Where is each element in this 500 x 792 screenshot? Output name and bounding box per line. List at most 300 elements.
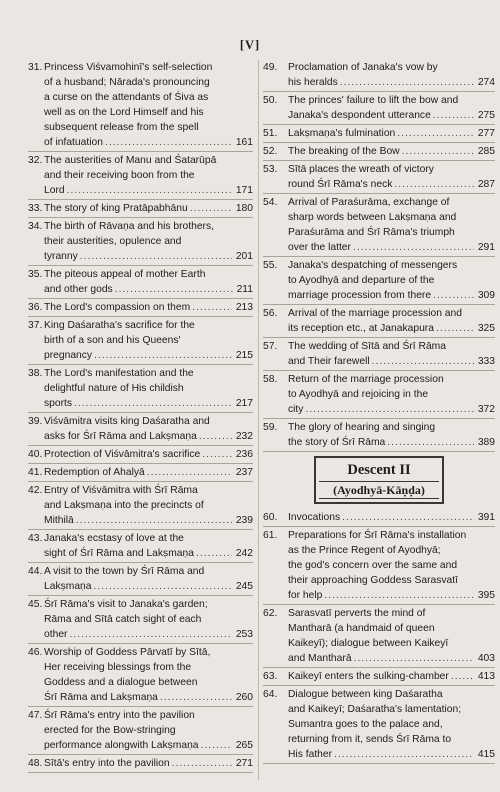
leader-dots	[433, 288, 474, 303]
leader-dots	[190, 201, 232, 216]
toc-entry-text: Mithilā	[44, 515, 74, 526]
toc-entry-line	[288, 339, 495, 354]
toc-entry-text: Śrī Rāma and Lakṣmaṇa	[44, 692, 158, 703]
toc-entry	[28, 414, 253, 446]
leader-dots	[147, 465, 232, 480]
toc-page-number: 391	[477, 512, 495, 523]
toc-entry-line	[44, 300, 253, 315]
toc-entry-number: 38.	[28, 368, 43, 379]
toc-entry-line	[44, 738, 253, 753]
toc-entry-line	[44, 756, 253, 771]
toc-entry-text: The breaking of the Bow	[288, 146, 400, 157]
toc-entry-line	[288, 732, 495, 747]
leader-dots	[372, 354, 474, 369]
toc-entry-text: and Kaikeyī; Daśaratha's lamentation;	[288, 704, 462, 715]
toc-entry-text: Sītā's entry into the pavilion	[44, 758, 170, 769]
leader-dots	[172, 756, 232, 771]
toc-entry-text: Proclamation of Janaka's vow by	[288, 62, 438, 73]
toc-entry-line	[44, 201, 253, 216]
toc-page-number: 201	[235, 251, 253, 262]
toc-entry-line	[44, 414, 253, 429]
leader-dots	[397, 126, 474, 141]
toc-entry-text: pregnancy	[44, 350, 93, 361]
toc-entry	[263, 510, 495, 527]
toc-entry-line	[44, 282, 253, 297]
toc-page-number: 260	[235, 692, 253, 703]
leader-dots	[192, 300, 232, 315]
toc-entry-line	[288, 420, 495, 435]
leader-dots	[76, 513, 232, 528]
toc-entry-line	[288, 108, 495, 123]
toc-entry-line	[288, 288, 495, 303]
toc-page-number: 215	[235, 350, 253, 361]
toc-entry-number: 49.	[263, 62, 278, 73]
toc-entry-text: tyranny	[44, 251, 78, 262]
toc-page-number: 389	[477, 437, 495, 448]
leader-dots	[160, 690, 232, 705]
toc-entry-line	[44, 708, 253, 723]
toc-page-number: 291	[477, 242, 495, 253]
toc-entry-text: The story of king Pratāpabhānu	[44, 203, 188, 214]
toc-entry-text: Śrī Rāma's visit to Janaka's garden;	[44, 599, 208, 610]
leader-dots	[67, 183, 232, 198]
toc-entry-text: of a husband; Nārada's pronouncing	[44, 77, 210, 88]
leader-dots	[105, 135, 232, 150]
toc-entry-line	[288, 126, 495, 141]
toc-entry-number: 46.	[28, 647, 43, 658]
toc-entry-text: Protection of Viśvāmitra's sacrifice	[44, 449, 201, 460]
toc-page-number: 232	[235, 431, 253, 442]
toc-entry-text: sight of Śrī Rāma and Lakṣmaṇa	[44, 548, 194, 559]
toc-entry-line	[288, 573, 495, 588]
toc-page-number: 265	[235, 740, 253, 751]
toc-page-number: 211	[236, 284, 253, 295]
toc-page-number: 213	[235, 302, 253, 313]
toc-entry-line	[288, 636, 495, 651]
toc-entry-line	[288, 510, 495, 525]
toc-page-number: 236	[235, 449, 253, 460]
toc-page-number: 325	[477, 323, 495, 334]
toc-entry-number: 43.	[28, 533, 43, 544]
toc-page-number: 242	[235, 548, 253, 559]
leader-dots	[69, 627, 231, 642]
toc-page-number: 180	[235, 203, 253, 214]
leader-dots	[74, 396, 232, 411]
toc-entry-text: over the latter	[288, 242, 351, 253]
toc-entry-line	[288, 177, 495, 192]
toc-entry-text: Janaka's ecstasy of love at the	[44, 533, 184, 544]
toc-entry-line	[44, 105, 253, 120]
leader-dots	[342, 510, 474, 525]
toc-entry	[28, 756, 253, 773]
toc-entry-number: 54.	[263, 197, 278, 208]
toc-entry-text: subsequent release from the spell	[44, 122, 199, 133]
toc-entry-line	[44, 75, 253, 90]
leader-dots	[334, 747, 474, 762]
toc-entry-text: Sumantra goes to the palace and,	[288, 719, 443, 730]
toc-entry-line	[288, 273, 495, 288]
leader-dots	[201, 738, 232, 753]
toc-entry-line	[288, 606, 495, 621]
toc-entry-number: 64.	[263, 689, 278, 700]
toc-entry-line	[44, 219, 253, 234]
toc-entry	[28, 597, 253, 644]
toc-entry-text: returning from it, sends Śrī Rāma to	[288, 734, 452, 745]
toc-entry-text: well as on the Lord Himself and his	[44, 107, 204, 118]
toc-entry-line	[44, 429, 253, 444]
toc-entry-line	[288, 372, 495, 387]
toc-entry-number: 36.	[28, 302, 43, 313]
toc-entry	[263, 93, 495, 125]
toc-entry-number: 51.	[263, 128, 278, 139]
toc-page-number: 403	[477, 653, 495, 664]
descent-title: Descent II	[347, 462, 411, 478]
toc-entry-text: Janaka's despondent utterance	[288, 110, 431, 121]
toc-entry-number: 41.	[28, 467, 43, 478]
toc-entry	[28, 465, 253, 482]
toc-entry-line	[288, 687, 495, 702]
toc-entry-text: Rāma and Sītā catch sight of each	[44, 614, 202, 625]
toc-entry	[263, 306, 495, 338]
toc-entry-line	[44, 447, 253, 462]
toc-entry	[263, 339, 495, 371]
toc-entry-number: 57.	[263, 341, 278, 352]
toc-entry-text: The Lord's compassion on them	[44, 302, 191, 313]
toc-entry	[263, 195, 495, 257]
toc-entry-line	[288, 702, 495, 717]
toc-entry-text: and Lakṣmaṇa into the precincts of	[44, 500, 204, 511]
toc-entry-number: 53.	[263, 164, 278, 175]
descent-subtitle: (Ayodhyā-Kāṇḍa)	[319, 481, 439, 499]
toc-entry-line	[288, 717, 495, 732]
toc-entry-line	[44, 465, 253, 480]
toc-entry-line	[44, 675, 253, 690]
toc-entry-text: Dialogue between king Daśaratha	[288, 689, 443, 700]
toc-entry-number: 45.	[28, 599, 43, 610]
toc-entry-line	[288, 162, 495, 177]
leader-dots	[80, 249, 232, 264]
toc-entry-line	[44, 153, 253, 168]
toc-entry-line	[288, 669, 495, 684]
toc-entry-text: Her receiving blessings from the	[44, 662, 192, 673]
toc-entry-text: King Daśaratha's sacrifice for the	[44, 320, 195, 331]
toc-entry	[263, 60, 495, 92]
toc-entry-line	[288, 321, 495, 336]
leader-dots	[387, 435, 474, 450]
toc-entry-number: 50.	[263, 95, 278, 106]
toc-entry-text: its reception etc., at Janakapura	[288, 323, 434, 334]
toc-entry-text: the god's concern over the same and	[288, 560, 458, 571]
toc-entry-line	[44, 396, 253, 411]
toc-entry-line	[44, 564, 253, 579]
toc-entry	[28, 300, 253, 317]
toc-entry-number: 52.	[263, 146, 278, 157]
toc-entry-text: and Their farewell	[288, 356, 370, 367]
toc-page-number: 309	[477, 290, 495, 301]
toc-entry-line	[44, 513, 253, 528]
toc-entry-number: 47.	[28, 710, 43, 721]
toc-entry-text: performance alongwith Lakṣmaṇa	[44, 740, 199, 751]
toc-entry-text: The birth of Rāvaṇa and his brothers,	[44, 221, 214, 232]
toc-entry-text: other	[44, 629, 68, 640]
toc-entry-line	[288, 306, 495, 321]
leader-dots	[436, 321, 474, 336]
toc-entry	[263, 144, 495, 161]
toc-entry-text: for help	[288, 590, 323, 601]
toc-entry-number: 39.	[28, 416, 43, 427]
toc-entry-text: of infatuation	[44, 137, 103, 148]
toc-page-number: 161	[235, 137, 253, 148]
leader-dots	[115, 282, 233, 297]
toc-entry-line	[288, 240, 495, 255]
toc-entry-text: erected for the Bow-stringing	[44, 725, 176, 736]
toc-entry	[28, 366, 253, 413]
toc-entry-line	[44, 627, 253, 642]
toc-entry-text: their approaching Goddess Sarasvatī	[288, 575, 458, 586]
toc-entry-line	[288, 651, 495, 666]
toc-entry-number: 58.	[263, 374, 278, 385]
toc-entry-number: 32.	[28, 155, 43, 166]
toc-entry-text: Kaikeyī enters the sulking-chamber	[288, 671, 449, 682]
toc-entry	[28, 531, 253, 563]
toc-entry-number: 31.	[28, 62, 43, 73]
descent-heading-box	[314, 456, 444, 504]
toc-entry-line	[44, 645, 253, 660]
toc-page-number: 395	[477, 590, 495, 601]
toc-entry-line	[44, 483, 253, 498]
toc-entry-number: 63.	[263, 671, 278, 682]
toc-entry-text: Goddess and a dialogue between	[44, 677, 198, 688]
leader-dots	[202, 447, 232, 462]
toc-entry-text: round Śrī Rāma's neck	[288, 179, 393, 190]
toc-entry-text: The glory of hearing and singing	[288, 422, 436, 433]
toc-entry-text: sharp words between Lakṣmaṇa and	[288, 212, 457, 223]
toc-entry-number: 42.	[28, 485, 43, 496]
toc-entry-line	[288, 354, 495, 369]
toc-entry-number: 59.	[263, 422, 278, 433]
toc-entry	[263, 126, 495, 143]
toc-entry-text: birth of a son and his Queens'	[44, 335, 181, 346]
toc-page-number: 415	[477, 749, 495, 760]
toc-entry-line	[44, 498, 253, 513]
toc-entry-line	[288, 435, 495, 450]
toc-entry-line	[288, 558, 495, 573]
toc-page-number: 171	[235, 185, 253, 196]
toc-entry-number: 62.	[263, 608, 278, 619]
toc-entry-text: Princess Viśvamohinī's self-selection	[44, 62, 213, 73]
toc-entry-text: asks for Śrī Rāma and Lakṣmaṇa	[44, 431, 197, 442]
toc-entry	[263, 687, 495, 764]
toc-entry-line	[288, 195, 495, 210]
leader-dots	[354, 651, 474, 666]
toc-entry-text: and their receiving boon from the	[44, 170, 195, 181]
toc-entry-number: 33.	[28, 203, 43, 214]
toc-page-number: 275	[477, 110, 495, 121]
toc-entry-number: 37.	[28, 320, 43, 331]
leader-dots	[433, 108, 474, 123]
leader-dots	[324, 588, 473, 603]
toc-entry-number: 55.	[263, 260, 278, 271]
toc-entry-line	[44, 531, 253, 546]
toc-entry-text: Preparations for Śrī Rāma's installation	[288, 530, 467, 541]
toc-entry-text: The wedding of Sītā and Śrī Rāma	[288, 341, 446, 352]
toc-entry-line	[44, 90, 253, 105]
toc-entry-text: sports	[44, 398, 73, 409]
toc-entry-line	[44, 234, 253, 249]
toc-right-column	[263, 60, 495, 765]
toc-entry-line	[288, 588, 495, 603]
toc-entry-text: Paraśurāma and Śrī Rāma's triumph	[288, 227, 455, 238]
toc-entry	[263, 420, 495, 452]
toc-entry-text: Viśvāmitra visits king Daśaratha and	[44, 416, 210, 427]
toc-entry-number: 56.	[263, 308, 278, 319]
toc-entry-text: Invocations	[288, 512, 341, 523]
toc-entry-text: Janaka's despatching of messengers	[288, 260, 458, 271]
toc-page-number: 274	[477, 77, 495, 88]
leader-dots	[394, 177, 473, 192]
toc-page-number: 245	[235, 581, 253, 592]
toc-page-number: 372	[477, 404, 495, 415]
toc-entry-text: His father	[288, 749, 333, 760]
toc-entry-line	[288, 747, 495, 762]
toc-entry-text: The austerities of Manu and Śatarūpā	[44, 155, 217, 166]
toc-entry-text: Arrival of Paraśurāma, exchange of	[288, 197, 450, 208]
toc-entry-text: the story of Śrī Rāma	[288, 437, 386, 448]
toc-entry-text: and other gods	[44, 284, 113, 295]
toc-entry	[28, 318, 253, 365]
toc-entry-line	[44, 660, 253, 675]
toc-page-number: 287	[477, 179, 495, 190]
toc-entry-text: Kaikeyī); dialogue between Kaikeyī	[288, 638, 449, 649]
toc-entry	[28, 564, 253, 596]
leader-dots	[94, 348, 232, 363]
toc-entry-text: Lord	[44, 185, 65, 196]
toc-entry-text: to Ayodhyā and rejoicing in the	[288, 389, 429, 400]
toc-entry-line	[44, 690, 253, 705]
toc-entry-number: 61.	[263, 530, 278, 541]
toc-entry-line	[288, 225, 495, 240]
toc-entry-line	[288, 621, 495, 636]
toc-entry-number: 40.	[28, 449, 43, 460]
toc-entry-line	[44, 60, 253, 75]
toc-entry-line	[44, 135, 253, 150]
toc-entry-line	[44, 333, 253, 348]
toc-entry-line	[44, 597, 253, 612]
toc-entry	[28, 153, 253, 200]
toc-entry-line	[44, 120, 253, 135]
leader-dots	[402, 144, 474, 159]
leader-dots	[451, 669, 474, 684]
toc-entry-line	[44, 168, 253, 183]
toc-entry-text: Mantharā (a handmaid of queen	[288, 623, 435, 634]
toc-entry-text: Lakṣmaṇa's fulmination	[288, 128, 396, 139]
toc-entry	[28, 708, 253, 755]
toc-entry	[263, 162, 495, 194]
toc-entry-number: 34.	[28, 221, 43, 232]
toc-entry-text: The princes' failure to lift the bow and	[288, 95, 459, 106]
toc-right-top	[263, 60, 495, 452]
toc-entry	[263, 606, 495, 668]
toc-entry-number: 60.	[263, 512, 278, 523]
toc-entry	[28, 60, 253, 152]
toc-entry	[263, 372, 495, 419]
toc-page-number: 217	[235, 398, 253, 409]
toc-entry	[263, 669, 495, 686]
toc-entry-text: Sarasvatī perverts the mind of	[288, 608, 426, 619]
toc-entry-text: The piteous appeal of mother Earth	[44, 269, 206, 280]
toc-entry-line	[44, 183, 253, 198]
toc-entry-text: city	[288, 404, 304, 415]
toc-entry	[28, 267, 253, 299]
toc-entry-text: The Lord's manifestation and the	[44, 368, 194, 379]
toc-page-number: 277	[477, 128, 495, 139]
toc-entry-text: Sītā places the wreath of victory	[288, 164, 434, 175]
toc-page-number: 413	[477, 671, 495, 682]
toc-entry-line	[288, 60, 495, 75]
toc-page-number: 333	[477, 356, 495, 367]
page-number: [V]	[239, 38, 261, 52]
leader-dots	[94, 579, 232, 594]
toc-entry	[263, 528, 495, 605]
toc-entry-number: 44.	[28, 566, 43, 577]
toc-entry-line	[288, 387, 495, 402]
toc-entry-text: to Ayodhyā and departure of the	[288, 275, 435, 286]
toc-entry-text: and Mantharā	[288, 653, 352, 664]
toc-right-bottom	[263, 510, 495, 764]
toc-entry-line	[288, 210, 495, 225]
toc-entry-line	[288, 402, 495, 417]
toc-entry-text: a curse on the attendants of Śiva as	[44, 92, 209, 103]
toc-page-number: 237	[235, 467, 253, 478]
toc-entry-line	[288, 528, 495, 543]
toc-entry-line	[44, 249, 253, 264]
toc-entry-line	[44, 267, 253, 282]
toc-entry-line	[44, 348, 253, 363]
leader-dots	[353, 240, 474, 255]
toc-entry-text: Lakṣmaṇa	[44, 581, 92, 592]
toc-entry-line	[288, 144, 495, 159]
toc-entry-number: 35.	[28, 269, 43, 280]
toc-entry	[28, 645, 253, 707]
toc-entry-text: as the Prince Regent of Ayodhyā;	[288, 545, 441, 556]
toc-entry-text: his heralds	[288, 77, 338, 88]
toc-entry-text: Śrī Rāma's entry into the pavilion	[44, 710, 195, 721]
toc-entry-line	[44, 318, 253, 333]
leader-dots	[305, 402, 473, 417]
toc-page-number: 285	[477, 146, 495, 157]
toc-entry-line	[288, 75, 495, 90]
toc-entry-text: Redemption of Ahalyā	[44, 467, 145, 478]
toc-entry-text: delightful nature of His childish	[44, 383, 184, 394]
toc-page-number: 271	[235, 758, 253, 769]
toc-entry-line	[44, 381, 253, 396]
toc-entry-line	[44, 612, 253, 627]
toc-page-number: 239	[235, 515, 253, 526]
leader-dots	[340, 75, 474, 90]
toc-entry-text: their austerities, opulence and	[44, 236, 182, 247]
toc-entry	[28, 447, 253, 464]
toc-entry-text: A visit to the town by Śrī Rāma and	[44, 566, 205, 577]
toc-entry-text: marriage procession from there	[288, 290, 432, 301]
toc-entry-number: 48.	[28, 758, 43, 769]
toc-entry	[28, 201, 253, 218]
toc-entry-line	[288, 543, 495, 558]
toc-entry	[263, 258, 495, 305]
toc-entry-line	[288, 93, 495, 108]
leader-dots	[196, 546, 232, 561]
toc-entry-line	[44, 723, 253, 738]
toc-entry	[28, 219, 253, 266]
